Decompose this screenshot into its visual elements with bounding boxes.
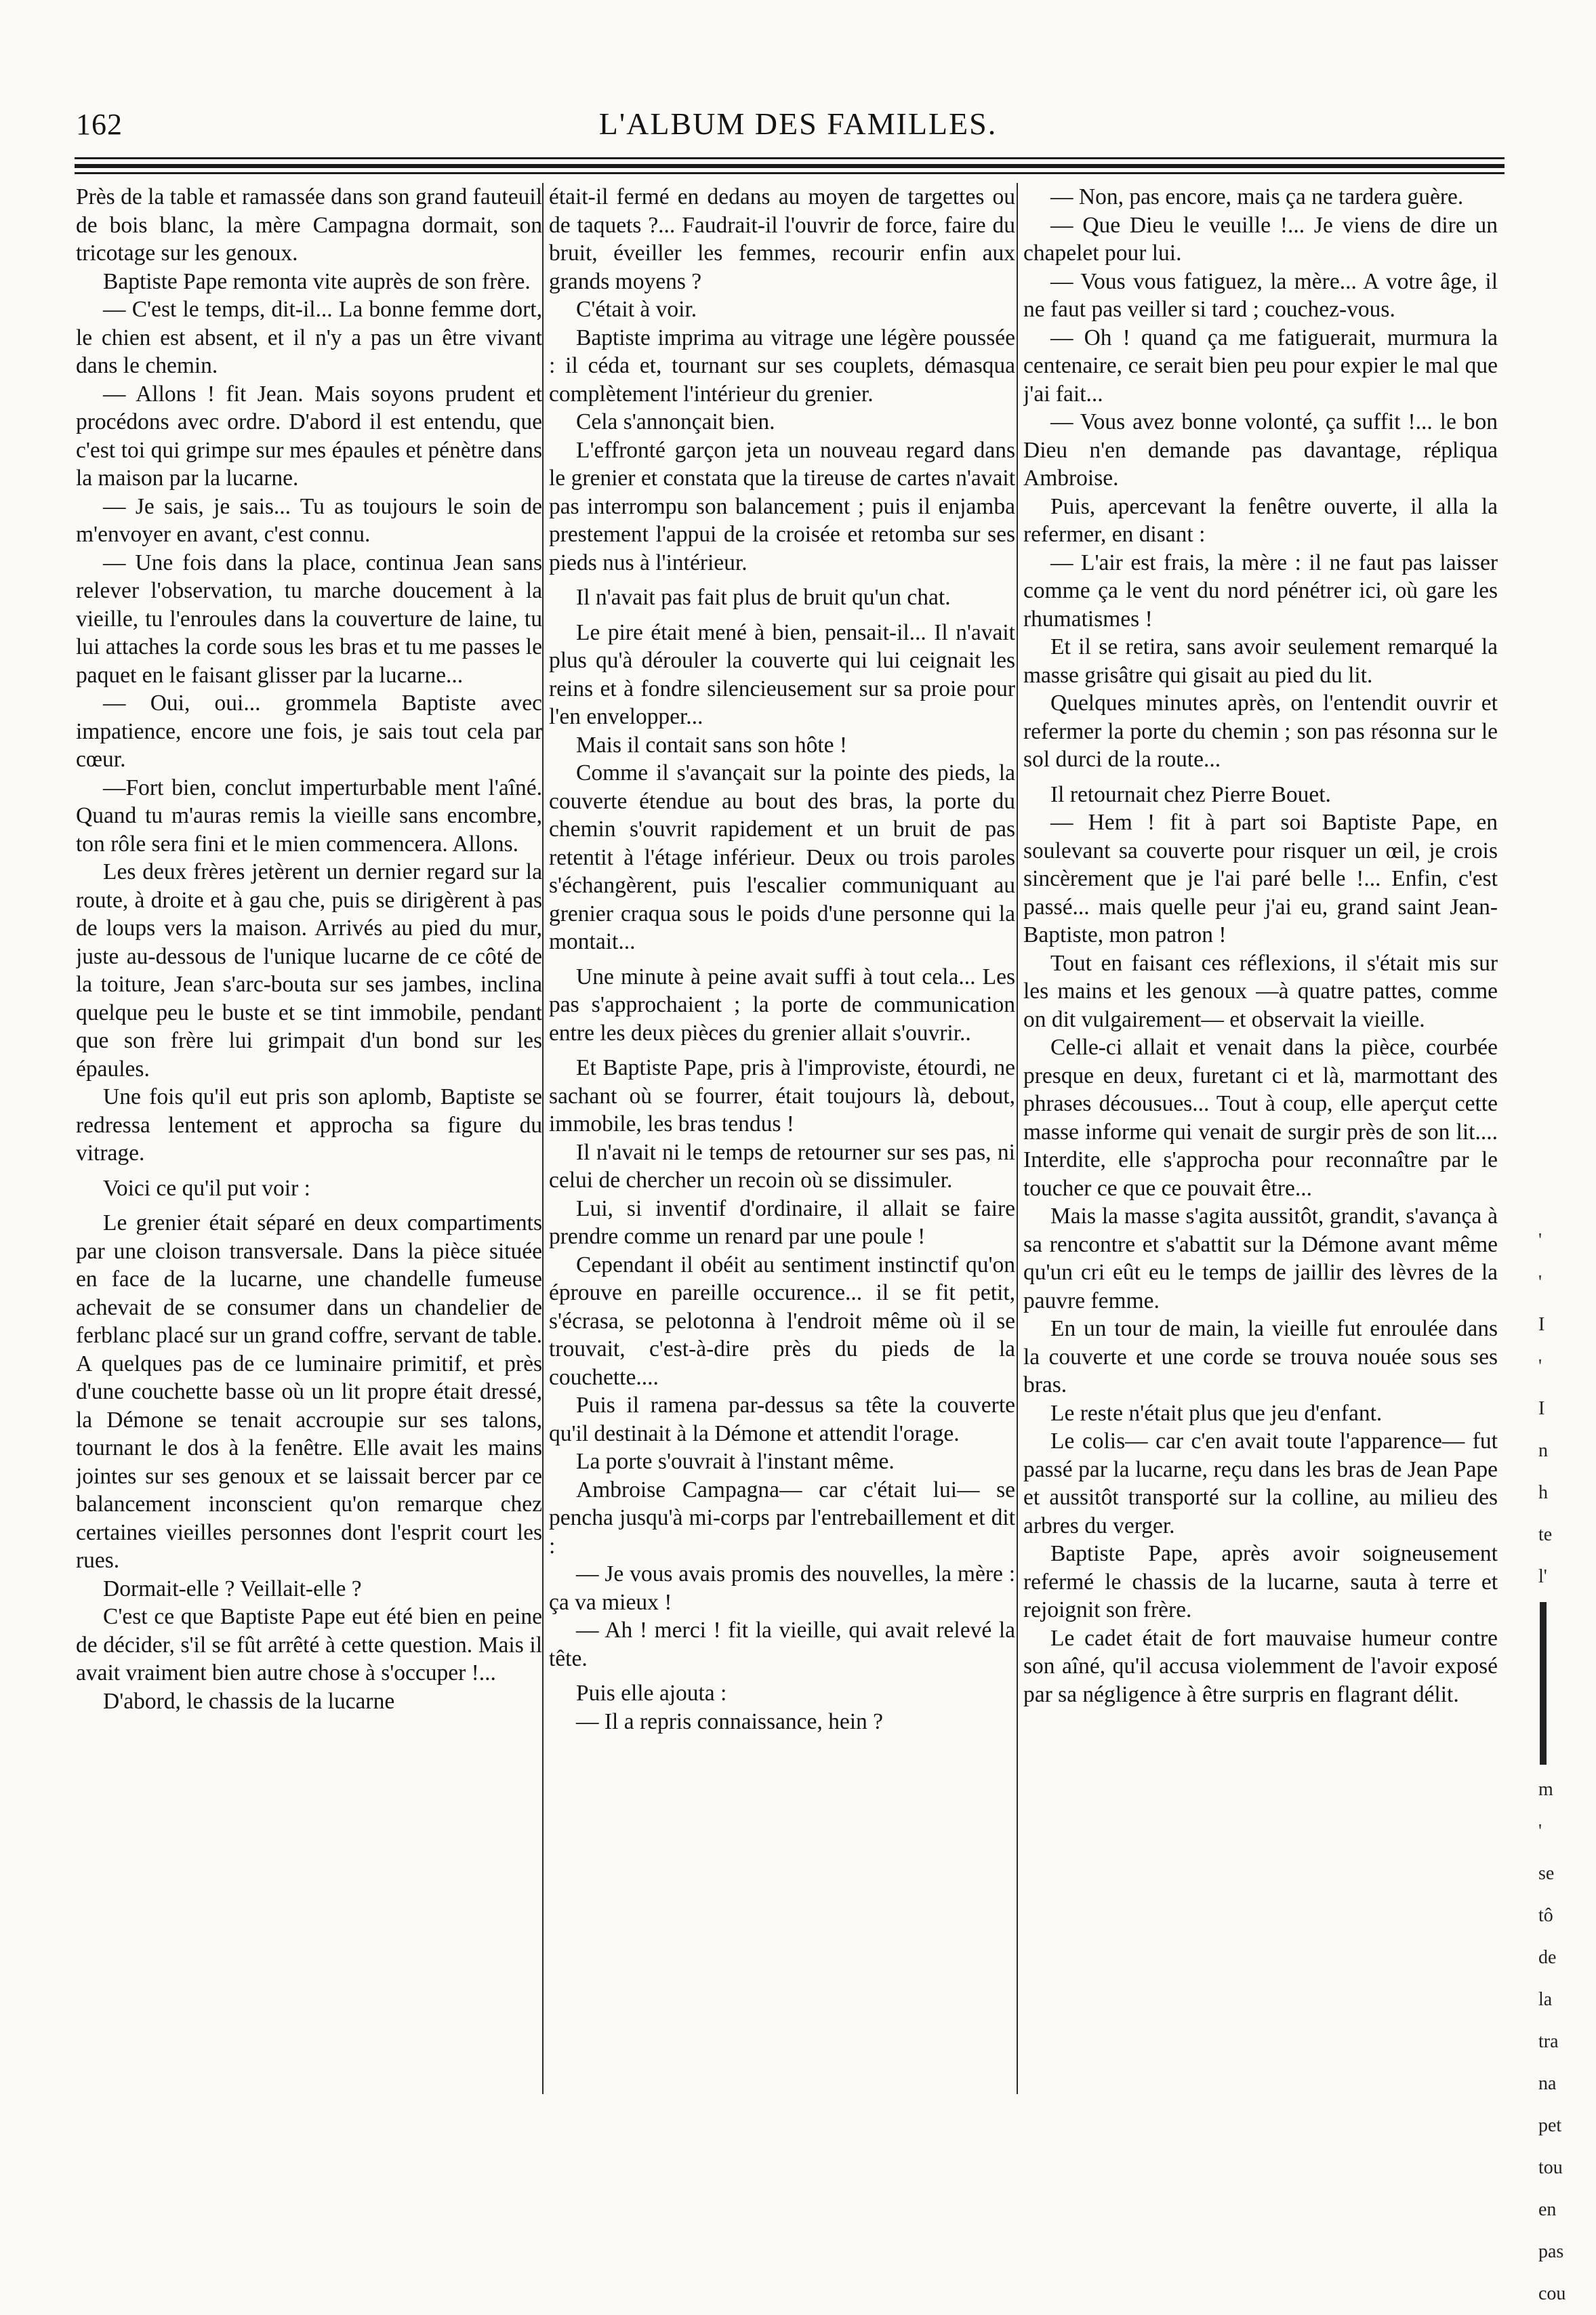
paragraph: Comme il s'avançait sur la pointe des pieds, la couverte étendue au bout des bras, la porte du chemin s'ouvrit rapidement et un bruit de pas retentit à l'étage inférieur. Deux ou trois paroles s'échangèrent, puis l'escalier communiquant au grenier craqua sous le poids d'une personne qui la montait...: [549, 760, 1015, 954]
paragraph: Tout en faisant ces réflexions, il s'était mis sur les mains et les genoux —à quatre pattes, comme on dit vulgairement— et observait la vieille.: [1023, 950, 1498, 1032]
margin-fragment: tra: [1538, 2031, 1559, 2052]
paragraph: était-il fermé en dedans au moyen de targettes ou de taquets ?... Faudrait-il l'ouvrir de force, faire du bruit, éveiller les femmes, recourir enfin aux grands moyens ?: [549, 184, 1015, 294]
paragraph: Une fois qu'il eut pris son aplomb, Baptiste se redressa lentement et approcha sa figure du vitrage.: [76, 1084, 542, 1166]
margin-ink-bar: [1540, 1602, 1547, 1765]
paragraph: — C'est le temps, dit-il... La bonne femme dort, le chien est absent, et il n'y a pas un être vivant dans le chemin.: [76, 297, 542, 378]
paragraph: — L'air est frais, la mère : il ne faut pas laisser comme ça le vent du nord pénétrer ici, où gare les rhumatismes !: [1023, 550, 1498, 632]
paragraph: — Ah ! merci ! fit la vieille, qui avait relevé la tête.: [549, 1618, 1015, 1671]
column-separator-1: [542, 183, 544, 2094]
paragraph: Celle-ci allait et venait dans la pièce, courbée presque en deux, furetant ci et là, marmottant des phrases décousues... Tout à coup, elle aperçut cette masse informe qui venait de surgir près de son lit.... Interdite, elle s'approcha pour reconnaître par le toucher ce que ce pouvait être...: [1023, 1035, 1498, 1201]
paragraph: Le pire était mené à bien, pensait-il... Il n'avait plus qu'à dérouler la couverte qui lui ceignait les reins et à fondre silencieusement sur sa proie pour l'en envelopper...: [549, 619, 1015, 729]
margin-fragment: pas: [1538, 2241, 1564, 2262]
paragraph: Puis, apercevant la fenêtre ouverte, il alla la refermer, en disant :: [1023, 493, 1498, 547]
paragraph: Il retournait chez Pierre Bouet.: [1050, 781, 1331, 807]
paragraph: Puis il ramena par-dessus sa tête la couverte qu'il destinait à la Démone et attendit l'orage.: [549, 1393, 1015, 1446]
paragraph: Cela s'annonçait bien.: [576, 409, 775, 434]
text-column-1: [76, 183, 542, 2094]
paragraph: — Hem ! fit à part soi Baptiste Pape, en soulevant sa couverte pour risquer un œil, je crois sincèrement que je l'ai paré belle !... Enfin, c'est passé... mais quelle peur j'ai eu, grand saint Jean-Baptiste, mon patron !: [1023, 810, 1498, 947]
margin-fragment: tô: [1538, 1905, 1553, 1926]
margin-fragment: tou: [1538, 2157, 1563, 2178]
text-column-3: [1023, 183, 1498, 2094]
paragraph: Une minute à peine avait suffi à tout cela... Les pas s'approchaient ; la porte de communication entre les deux pièces du grenier allait s'ouvrir..: [549, 964, 1015, 1046]
margin-fragment: na: [1538, 2073, 1557, 2094]
paragraph: — Une fois dans la place, continua Jean sans relever l'observation, tu marche doucement à la vieille, tu l'enroules dans la couverture de laine, tu lui attaches la corde sous les bras et tu me passes le paquet en le faisant glisser par la lucarne...: [76, 550, 542, 688]
paragraph: Quelques minutes après, on l'entendit ouvrir et refermer la porte du chemin ; son pas résonna sur le sol durci de la route...: [1023, 691, 1498, 772]
paragraph: Puis elle ajouta :: [576, 1681, 727, 1706]
paragraph: Cependant il obéit au sentiment instinctif qu'on éprouve en pareille occurence... il se fit petit, s'écrasa, se pelotonna à l'endroit même où il se trouvait, c'est-à-dire près du pieds de la couchette....: [549, 1252, 1015, 1390]
margin-fragment: cou: [1538, 2283, 1566, 2304]
paragraph: — Je vous avais promis des nouvelles, la mère : ça va mieux !: [549, 1561, 1015, 1615]
paragraph: — Il a repris connaissance, hein ?: [576, 1708, 884, 1734]
paragraph: — Oui, oui... grommela Baptiste avec impatience, encore une fois, je sais tout cela par cœur.: [76, 691, 542, 772]
text-column-2: [549, 183, 1015, 2094]
margin-fragment: se: [1538, 1863, 1555, 1884]
margin-fragment: la: [1538, 1989, 1553, 2010]
margin-fragment: I: [1538, 1314, 1545, 1335]
paragraph: Le reste n'était plus que jeu d'enfant.: [1050, 1400, 1383, 1426]
margin-fragment: ': [1538, 1272, 1542, 1293]
paragraph: — Non, pas encore, mais ça ne tardera guère.: [1050, 184, 1464, 209]
paragraph: Il n'avait pas fait plus de bruit qu'un chat.: [576, 585, 951, 610]
margin-fragment: en: [1538, 2199, 1557, 2220]
header-rule-top: [75, 157, 1505, 159]
paragraph: Et Baptiste Pape, pris à l'improviste, étourdi, ne sachant où se fourrer, était toujours là, debout, immobile, les bras tendus !: [549, 1055, 1015, 1136]
paragraph: Ambroise Campagna— car c'était lui— se pencha jusqu'à mi-corps par l'entrebaillement et dit :: [549, 1477, 1015, 1559]
margin-fragment: ': [1538, 1821, 1542, 1842]
paragraph: — Allons ! fit Jean. Mais soyons prudent et procédons avec ordre. D'abord il est entendu, que c'est toi qui grimpe sur mes épaules et pénètre dans la maison par la lucarne.: [76, 381, 542, 491]
margin-fragment: l': [1538, 1566, 1547, 1587]
margin-fragment: m: [1538, 1779, 1553, 1800]
paragraph: Mais la masse s'agita aussitôt, grandit, s'avança à sa rencontre et s'abattit sur la Démone avant même qu'un cri eût eu le temps de jaillir des lèvres de la pauvre femme.: [1023, 1204, 1498, 1313]
paragraph: Les deux frères jetèrent un dernier regard sur la route, à droite et à gau che, puis se dirigèrent à pas de loups vers la maison. Arrivés au pied du mur, juste au-dessous de l'unique lucarne de ce côté de la toiture, Jean s'arc-bouta sur ses jambes, inclina quelque peu le buste et se tint immobile, pendant que son frère lui grimpait d'un bond sur les épaules.: [76, 859, 542, 1082]
paragraph: Baptiste Pape remonta vite auprès de son frère.: [103, 268, 531, 294]
margin-fragment: pet: [1538, 2115, 1562, 2136]
paragraph: La porte s'ouvrait à l'instant même.: [576, 1449, 895, 1474]
paragraph: C'est ce que Baptiste Pape eut été bien en peine de décider, s'il se fût arrêté à cette question. Mais il avait vraiment bien autre chose à s'occuper !...: [76, 1604, 542, 1685]
column-separator-2: [1017, 183, 1018, 2094]
paragraph: Près de la table et ramassée dans son grand fauteuil de bois blanc, la mère Campagna dormait, son tricotage sur les genoux.: [76, 184, 542, 266]
paragraph: — Vous avez bonne volonté, ça suffit !... le bon Dieu n'en demande pas davantage, répliqua Ambroise.: [1023, 409, 1498, 491]
margin-fragment: n: [1538, 1440, 1548, 1461]
paragraph: Mais il contait sans son hôte !: [576, 732, 848, 758]
paragraph: Et il se retira, sans avoir seulement remarqué la masse grisâtre qui gisait au pied du lit.: [1023, 634, 1498, 688]
paragraph: — Je sais, je sais... Tu as toujours le soin de m'envoyer en avant, c'est connu.: [76, 493, 542, 547]
margin-fragment: te: [1538, 1524, 1553, 1545]
running-title: L'ALBUM DES FAMILLES.: [598, 106, 998, 141]
paragraph: Il n'avait ni le temps de retourner sur ses pas, ni celui de chercher un recoin où se dissimuler.: [549, 1139, 1015, 1193]
margin-fragment: I: [1538, 1398, 1545, 1419]
paragraph: Baptiste Pape, après avoir soigneusement refermé le chassis de la lucarne, sauta à terre et rejoignit son frère.: [1023, 1541, 1498, 1622]
paragraph: Le colis— car c'en avait toute l'apparence— fut passé par la lucarne, reçu dans les bras de Jean Pape et aussitôt transporté sur la colline, au milieu des arbres du verger.: [1023, 1429, 1498, 1538]
paragraph: Lui, si inventif d'ordinaire, il allait se faire prendre comme un renard par une poule !: [549, 1195, 1015, 1249]
header-rule-middle: [75, 164, 1505, 168]
paragraph: Dormait-elle ? Veillait-elle ?: [103, 1576, 362, 1601]
margin-fragment: h: [1538, 1482, 1548, 1503]
paragraph: — Vous vous fatiguez, la mère... A votre âge, il ne faut pas veiller si tard ; couchez-vous.: [1023, 268, 1498, 322]
paragraph: — Oh ! quand ça me fatiguerait, murmura la centenaire, ce serait bien peu pour expier le mal que j'ai fait...: [1023, 325, 1498, 407]
margin-fragment: ': [1538, 1356, 1542, 1377]
paragraph: D'abord, le chassis de la lucarne: [103, 1688, 395, 1714]
paragraph: Le grenier était séparé en deux compartiments par une cloison transversale. Dans la pièce située en face de la lucarne, une chandelle fumeuse achevait de se consumer dans un chandelier de ferblanc placé sur un grand coffre, servant de table. A quelques pas de ce luminaire primitif, et près d'une couchette basse où un lit propre était dressé, la Démone se tenait accroupie sur ses talons, tournant le dos à la fenêtre. Elle avait les mains jointes sur ses genoux et se laissait bercer par ce balancement inconscient qu'on remarque chez certaines vieilles personnes dont l'esprit court les rues.: [76, 1210, 542, 1573]
paragraph: —Fort bien, conclut imperturbable ment l'aîné. Quand tu m'auras remis la vieille sans encombre, ton rôle sera fini et le mien commencera. Allons.: [76, 775, 542, 857]
paragraph: Voici ce qu'il put voir :: [103, 1175, 310, 1201]
paragraph: C'était à voir.: [576, 297, 697, 322]
paragraph: Baptiste imprima au vitrage une légère poussée : il céda et, tournant sur ses couplets, démasqua complètement l'intérieur du grenier.: [549, 325, 1015, 407]
paragraph: L'effronté garçon jeta un nouveau regard dans le grenier et constata que la tireuse de cartes n'avait pas interrompu son balancement ; puis il enjamba prestement l'appui de la croisée et retomba sur ses pieds nus à l'intérieur.: [549, 437, 1015, 575]
paragraph: — Que Dieu le veuille !... Je viens de dire un chapelet pour lui.: [1023, 212, 1498, 266]
paragraph: Le cadet était de fort mauvaise humeur contre son aîné, qu'il accusa violemment de l'avoir exposé par sa négligence à être surpris en flagrant délit.: [1023, 1625, 1498, 1707]
paragraph: En un tour de main, la vieille fut enroulée dans la couverte et une corde se trouva nouée sous ses bras.: [1023, 1316, 1498, 1397]
bleed-through-margin: [1538, 1220, 1593, 2304]
margin-fragment: ': [1538, 1230, 1542, 1251]
margin-fragment: de: [1538, 1947, 1557, 1968]
header-rule-bottom: [75, 172, 1505, 174]
page-number: 162: [76, 108, 123, 141]
